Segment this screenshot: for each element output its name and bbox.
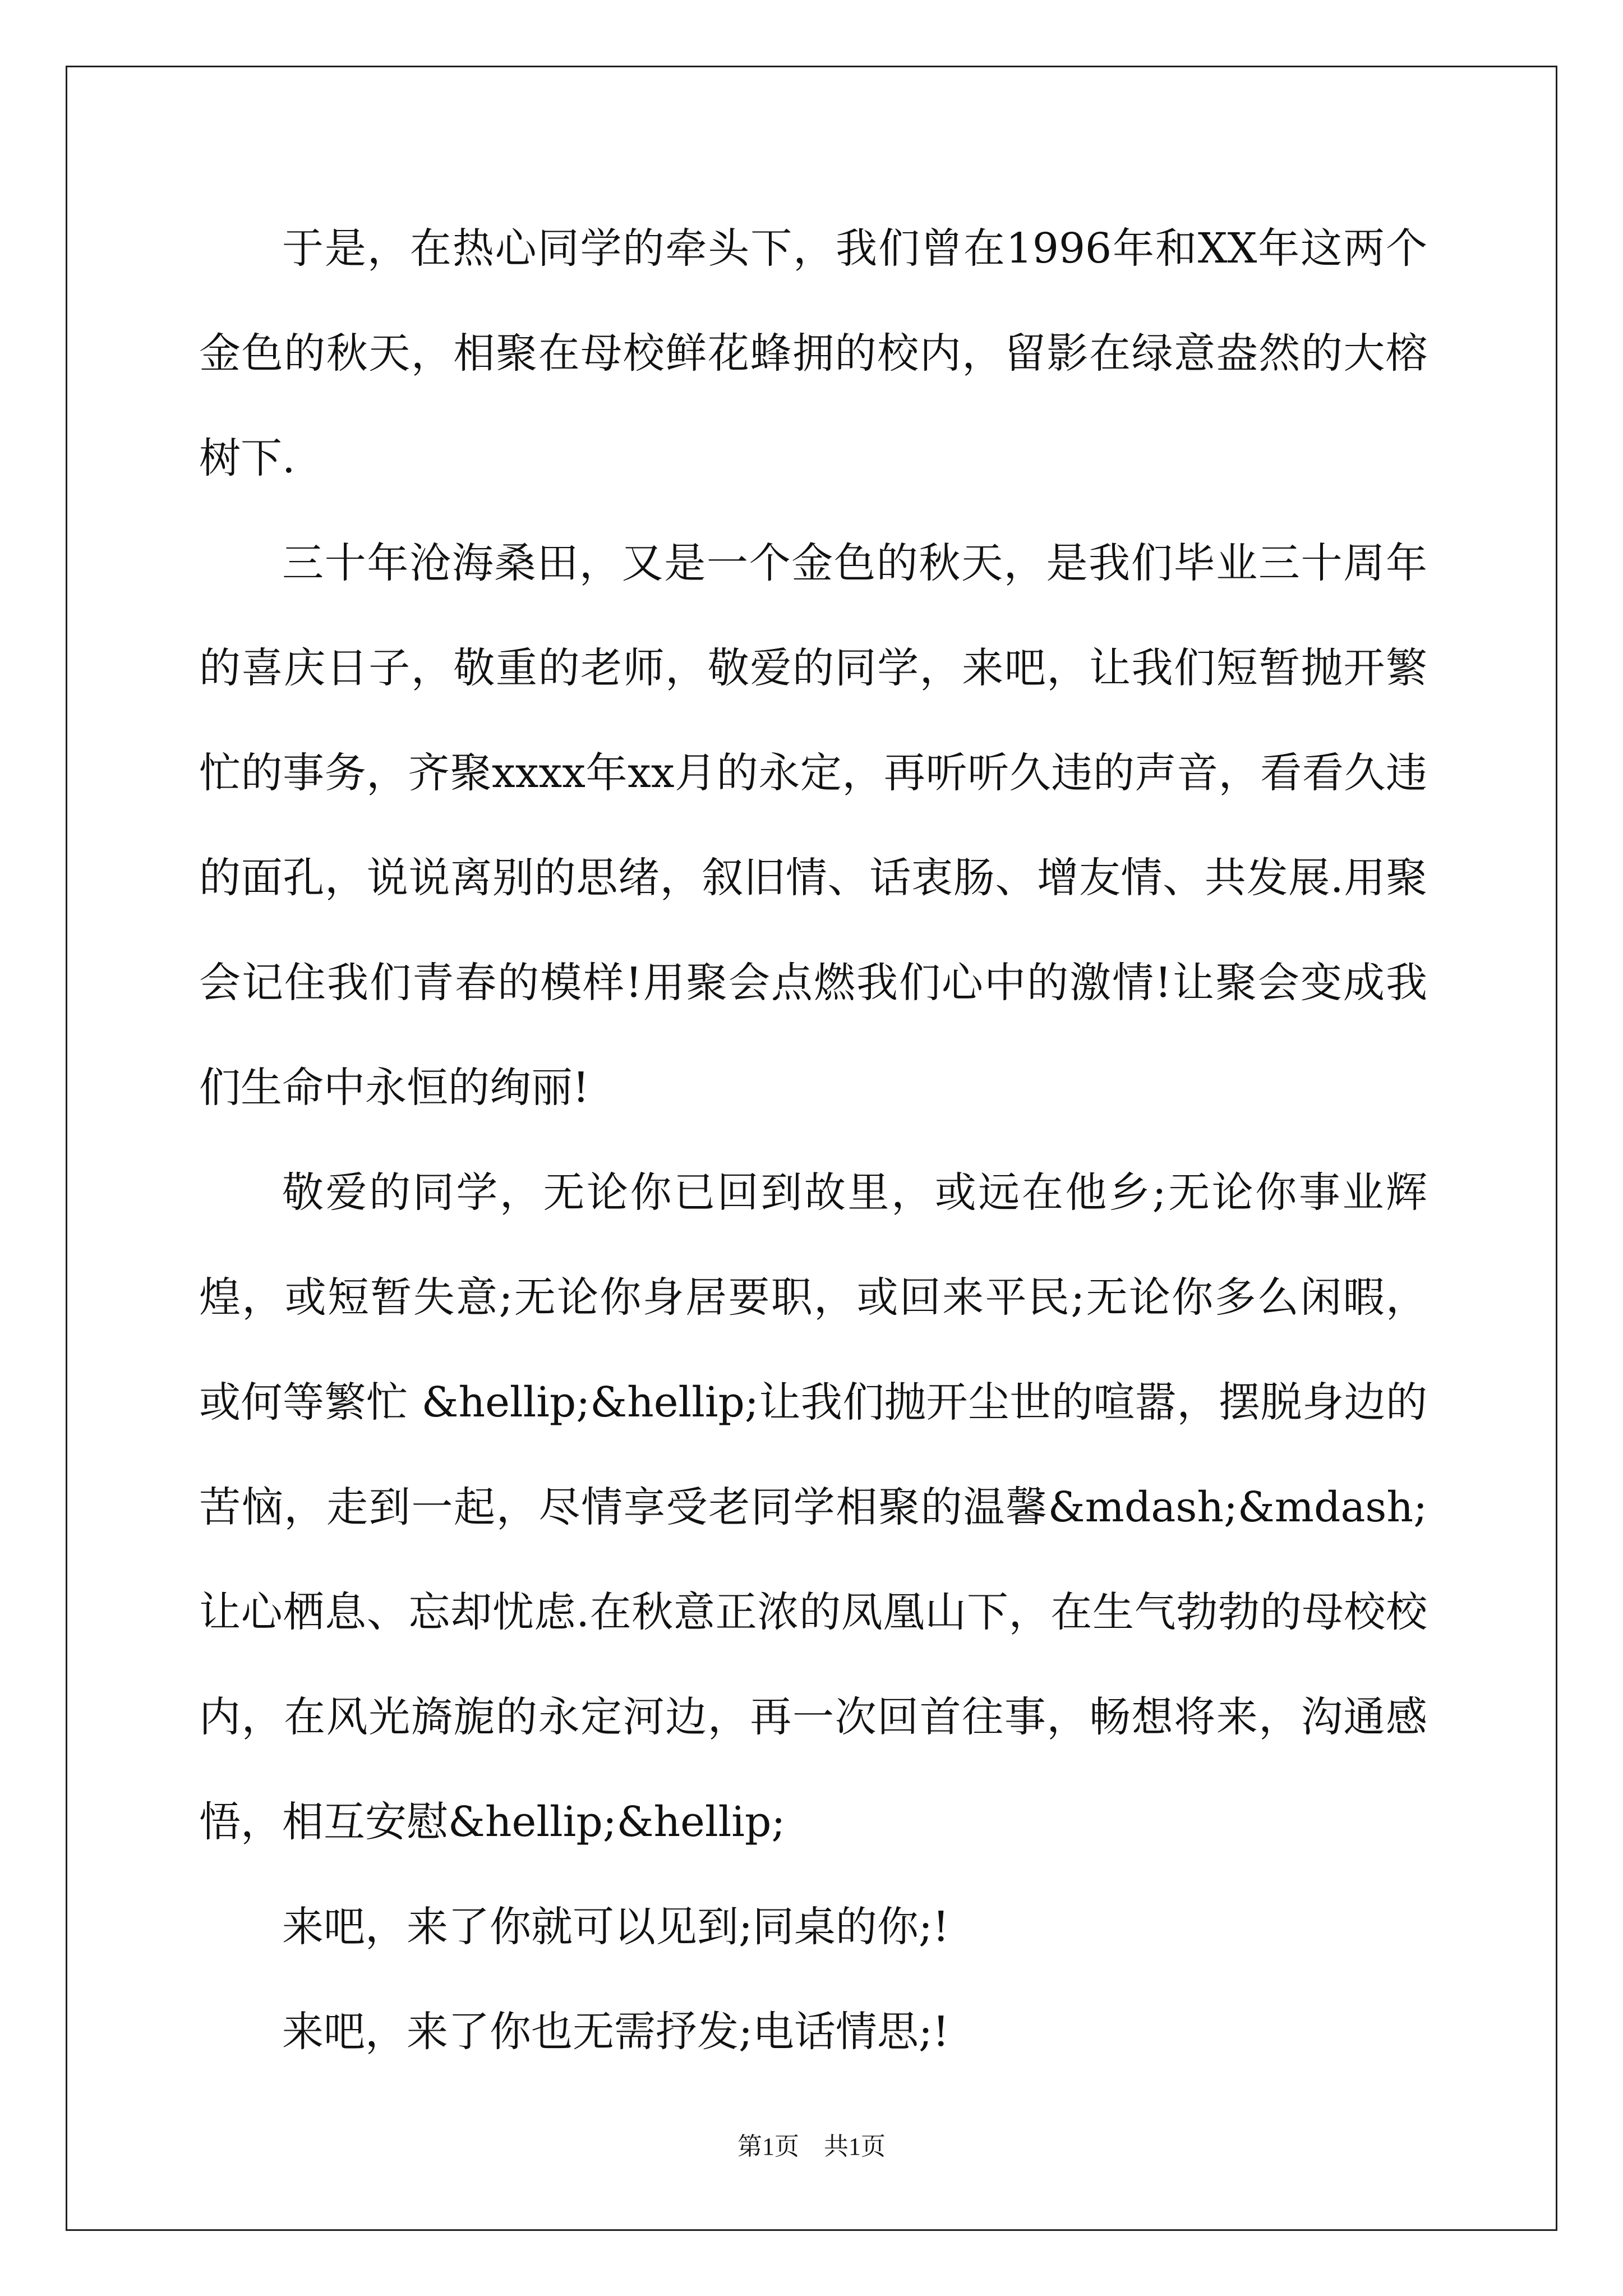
paragraph-2: 三十年沧海桑田，又是一个金色的秋天，是我们毕业三十周年的喜庆日子，敬重的老师，敬爱的同学，来吧，让我们短暂抛开繁忙的事务，齐聚xxxx年xx月的永定，再听听久违的声音，看看久违的面孔，说说离别的思绪，叙旧情、话衷肠、增友情、共发展.用聚会记住我们青春的模样!用聚会点燃我们心中的激情!让聚会变成我们生命中永恒的绚丽!: [199, 539, 1427, 1112]
paragraph-4: 来吧，来了你就可以见到;同桌的你;!: [282, 1903, 949, 1951]
paragraph-3: 敬爱的同学，无论你已回到故里，或远在他乡;无论你事业辉煌，或短暂失意;无论你身居要职，或回来平民;无论你多么闲暇，或何等繁忙 &hellip;&hellip;让我们抛开尘世的喧嚣，摆脱身边的苦恼，走到一起，尽情享受老同学相聚的温馨&mdash;&mdash;让心栖息、忘却忧虑.在秋意正浓的凤凰山下，在生气勃勃的母校校内，在风光旖旎的永定河边，再一次回首往事，畅想将来，沟通感悟，相互安慰&hellip;&hellip;: [199, 1168, 1427, 1846]
paragraph-1: 于是，在热心同学的牵头下，我们曾在1996年和XX年这两个金色的秋天，相聚在母校鲜花蜂拥的校内，留影在绿意盎然的大榕树下.: [199, 224, 1427, 482]
document-body: [199, 196, 1427, 2085]
page-number-footer: 第1页 共1页: [737, 2133, 886, 2160]
paragraph-5: 来吧，来了你也无需抒发;电话情思;!: [282, 2008, 949, 2056]
